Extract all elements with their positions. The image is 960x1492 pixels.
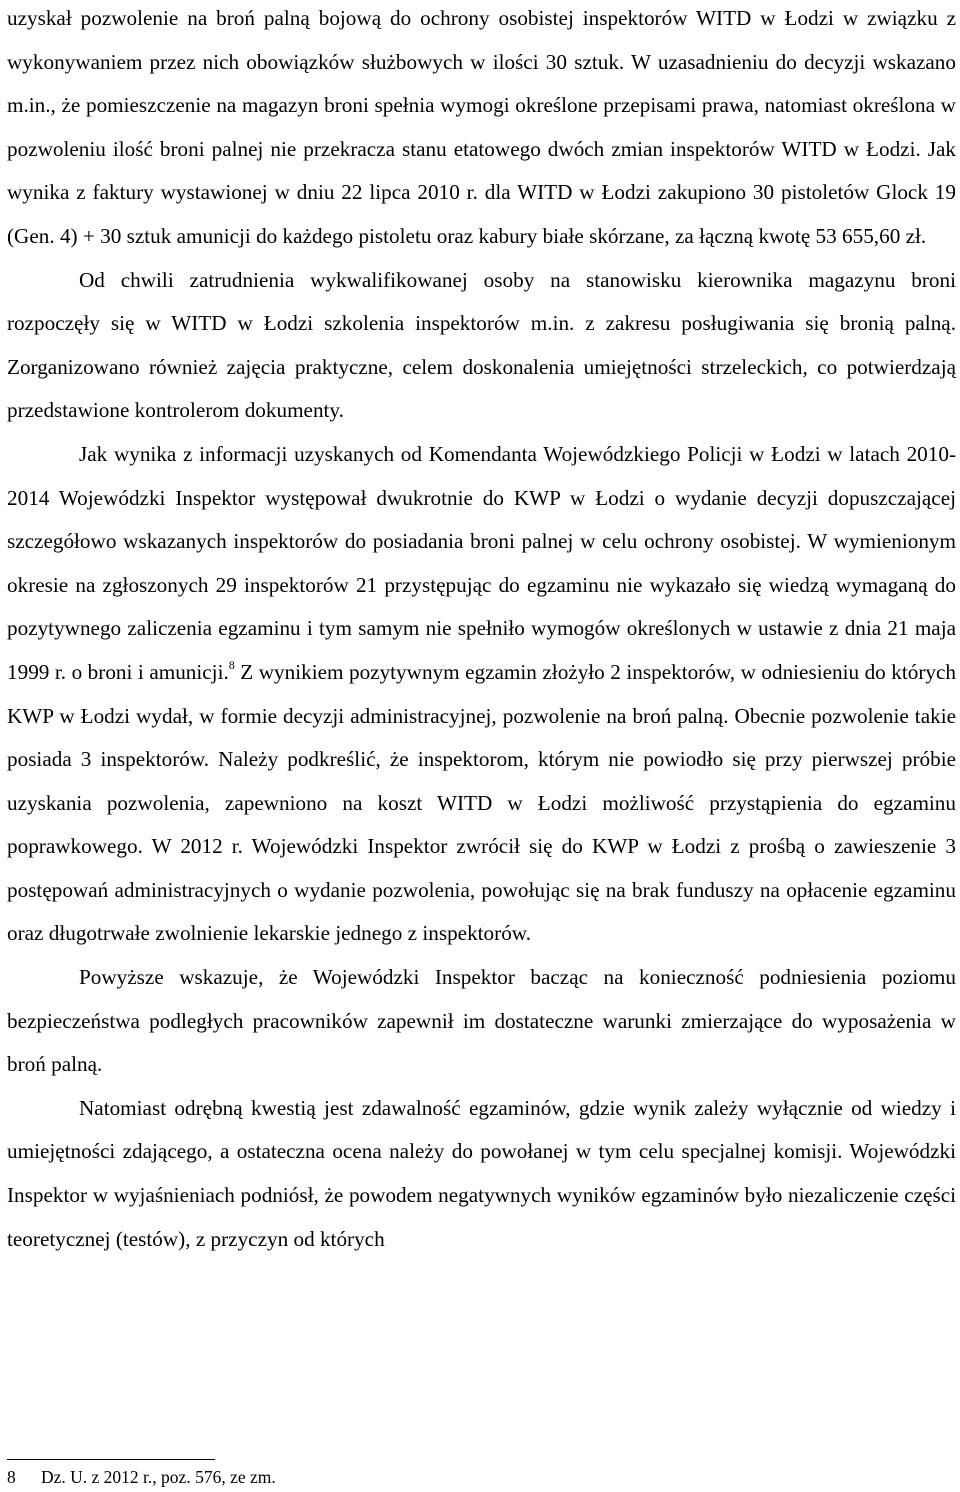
paragraph-1-text: uzyskał pozwolenie na broń palną bojową do ochrony osobistej inspektorów WITD w Łodzi w związku z wykonywaniem przez nich obowiązków służbowych w ilości 30 sztuk. W uzasadnieniu do decyzji wskazano m.in., że pomieszczenie na magazyn broni spełnia wymogi określone przepisami prawa, natomiast określona w pozwoleniu ilość broni palnej nie przekracza stanu etatowego dwóch zmian inspektorów WITD w Łodzi. Jak wynika z faktury wystawionej w dniu 22 lipca 2010 r. dla WITD w Łodzi zakupiono 30 pistoletów Glock 19 (Gen. 4) + 30 sztuk amunicji do każdego pistoletu oraz kabury białe skórzane, za łączną kwotę 53 655,60 zł. — [7, 6, 956, 248]
document-body — [7, 0, 956, 1261]
paragraph-5 — [7, 1087, 956, 1261]
footnote-reference[interactable]: 8 — [228, 657, 235, 672]
footnote-text: Dz. U. z 2012 r., poz. 576, ze zm. — [41, 1467, 276, 1487]
footnote-separator — [7, 1459, 215, 1460]
paragraph-1 — [7, 0, 956, 259]
paragraph-5-text: Natomiast odrębną kwestią jest zdawalność egzaminów, gdzie wynik zależy wyłącznie od wiedzy i umiejętności zdającego, a ostateczna ocena należy do powołanej w tym celu specjalnej komisji. Wojewódzki Inspektor w wyjaśnieniach podniósł, że powodem negatywnych wyników egzaminów było niezaliczenie części teoretycznej (testów), z przyczyn od których — [7, 1095, 956, 1251]
footnote — [7, 1467, 276, 1488]
paragraph-3-text-a: Jak wynika z informacji uzyskanych od Komendanta Wojewódzkiego Policji w Łodzi w latach 2010-2014 Wojewódzki Inspektor występował dwukrotnie do KWP w Łodzi o wydanie decyzji dopuszczającej szczegółowo wskazanych inspektorów do posiadania broni palnej w celu ochrony osobistej. W wymienionym okresie na zgłoszonych 29 inspektorów 21 przystępując do egzaminu nie wykazało się wiedzą wymaganą do pozytywnego zaliczenia egzaminu i tym samym nie spełniło wymogów określonych w ustawie z dnia 21 maja 1999 r. o broni i amunicji. — [7, 441, 956, 684]
paragraph-3 — [7, 433, 956, 956]
paragraph-2-text: Od chwili zatrudnienia wykwalifikowanej osoby na stanowisku kierownika magazynu broni rozpoczęły się w WITD w Łodzi szkolenia inspektorów m.in. z zakresu posługiwania się bronią palną. Zorganizowano również zajęcia praktyczne, celem doskonalenia umiejętności strzeleckich, co potwierdzają przedstawione kontrolerom dokumenty. — [7, 267, 956, 423]
paragraph-4-text: Powyższe wskazuje, że Wojewódzki Inspektor bacząc na konieczność podniesienia poziomu bezpieczeństwa podległych pracowników zapewnił im dostateczne warunki zmierzające do wyposażenia w broń palną. — [7, 965, 956, 1077]
footnote-number: 8 — [7, 1467, 16, 1487]
paragraph-3-text-b: Z wynikiem pozytywnym egzamin złożyło 2 inspektorów, w odniesieniu do których KWP w Łodzi wydał, w formie decyzji administracyjnej, pozwolenie na broń palną. Obecnie pozwolenie takie posiada 3 inspektorów. Należy podkreślić, że inspektorom, którym nie powiodło się przy pierwszej próbie uzyskania pozwolenia, zapewniono na koszt WITD w Łodzi możliwość przystąpienia do egzaminu poprawkowego. W 2012 r. Wojewódzki Inspektor zwrócił się do KWP w Łodzi z prośbą o zawieszenie 3 postępowań administracyjnych o wydanie pozwolenia, powołując się na brak funduszy na opłacenie egzaminu oraz długotrwałe zwolnienie lekarskie jednego z inspektorów. — [7, 659, 956, 946]
paragraph-2 — [7, 259, 956, 433]
paragraph-4 — [7, 956, 956, 1087]
